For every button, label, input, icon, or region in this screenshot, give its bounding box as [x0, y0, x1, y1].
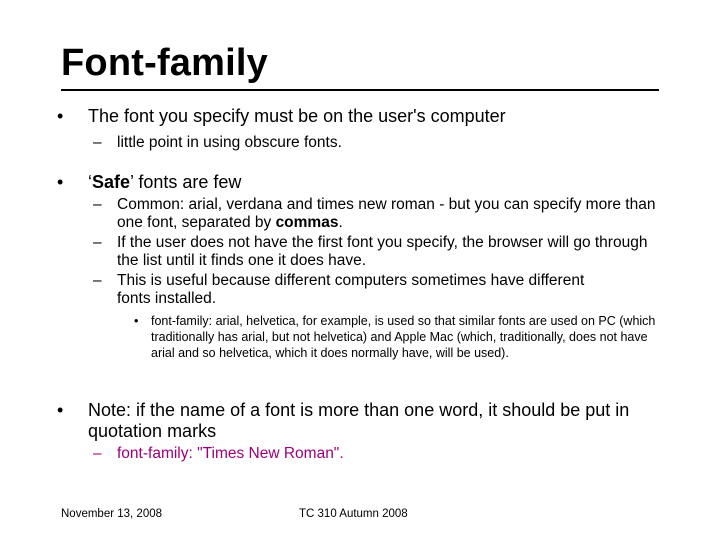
dash-marker: –	[93, 234, 102, 251]
footer-course: TC 310 Autumn 2008	[299, 508, 408, 520]
sub-sub-bullet-item	[134, 313, 671, 361]
dash-marker: –	[93, 445, 102, 462]
sub-bullet-text: If the user does not have the first font you specify, the browser will go through the list until it finds one it does have.	[117, 234, 648, 269]
title-divider	[61, 89, 659, 91]
bullet-text: The font you specify must be on the user's computer	[88, 106, 506, 126]
dash-marker: –	[93, 134, 102, 151]
sub-bullet-text-bold: commas	[275, 214, 339, 231]
slide-title: Font-family	[61, 42, 268, 84]
sub-bullet-item	[93, 234, 662, 270]
bullet-marker: •	[57, 172, 64, 192]
sub-bullet-item	[93, 196, 657, 232]
sub-bullet-text: little point in using obscure fonts.	[117, 134, 342, 151]
sub-bullet-text-post: .	[338, 214, 343, 231]
dash-marker: –	[93, 196, 102, 213]
bullet-marker: •	[57, 106, 64, 126]
bullet-text: Note: if the name of a font is more than one word, it should be put in quotation marks	[88, 400, 630, 441]
sub-bullet-item	[93, 445, 637, 463]
sub-sub-bullet-text: font-family: arial, helvetica, for example, is used so that similar fonts are used on PC (which traditionally has arial, but not helvetica) and Apple Mac (which, traditionally, does not have arial and so helvetica, which it does normally have, will be used).	[151, 314, 656, 360]
footer-date: November 13, 2008	[61, 508, 163, 520]
bullet-text-pre: ‘	[88, 172, 92, 192]
bullet-text-post: ’ fonts are few	[130, 172, 242, 192]
bullet-item	[57, 106, 648, 127]
sub-bullet-text: font-family: "Times New Roman".	[117, 445, 344, 462]
sub-bullet-item	[93, 272, 612, 308]
sub-bullet-text: This is useful because different computers sometimes have different fonts installed.	[117, 272, 585, 307]
dash-marker: –	[93, 272, 102, 289]
sub-bullet-text-pre: Common: arial, verdana and times new roman - but you can specify more than one font, separated by	[117, 196, 656, 231]
bullet-item	[57, 172, 648, 193]
bullet-marker: •	[134, 314, 139, 328]
bullet-text-bold: Safe	[92, 172, 131, 192]
bullet-item	[57, 400, 648, 442]
sub-bullet-item	[93, 134, 637, 152]
bullet-marker: •	[57, 400, 64, 420]
